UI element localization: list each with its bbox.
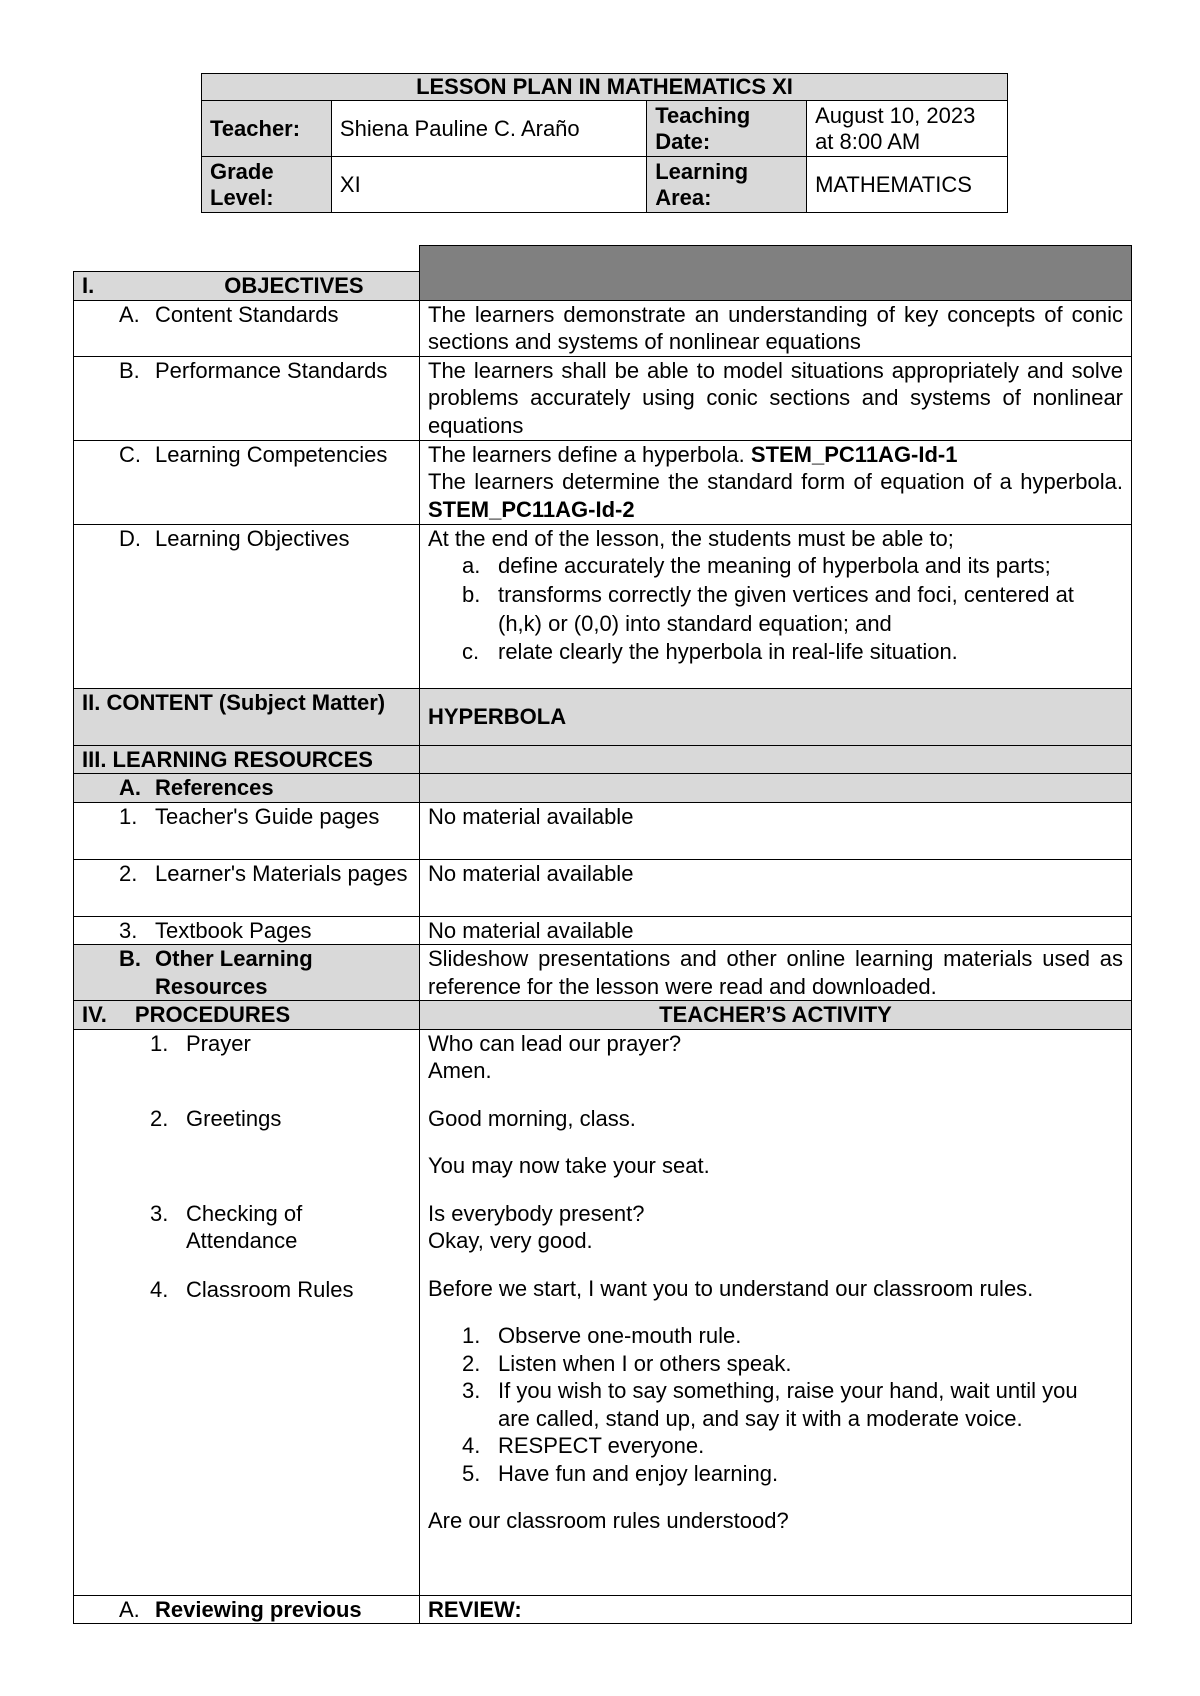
review-value: REVIEW: [420,1595,1132,1624]
learners-materials-label: 2. Learner's Materials pages [119,860,408,886]
references-label: A. References [119,775,274,800]
teacher-value: Shiena Pauline C. Araño [331,101,646,157]
attendance-question: Is everybody present? [428,1200,645,1226]
teaching-date-label: Teaching Date: [647,101,807,157]
competency-code-2: STEM_PC11AG-Id-2 [428,496,635,522]
content-label: II. CONTENT (Subject Matter) [74,688,420,745]
resources-heading: III. LEARNING RESOURCES [74,745,420,774]
greeting-text: Good morning, class. [428,1105,636,1131]
textbook-pages-value: No material available [420,916,1132,945]
seat-text: You may now take your seat. [428,1153,710,1178]
grade-level-label: Grade Level: [202,157,332,213]
lesson-title: LESSON PLAN IN MATHEMATICS XI [202,74,1008,101]
greetings-step: 2. Greetings [150,1106,282,1131]
learning-objectives-text [420,524,1132,688]
prayer-step: 1. Prayer [150,1030,251,1056]
teachers-guide-value: No material available [420,802,1132,859]
textbook-pages-label: 3. Textbook Pages [119,917,312,943]
teacher-label: Teacher: [202,101,332,157]
list-item: 2. Listen when I or others speak. [462,1350,792,1376]
learning-area-label: Learning Area: [647,157,807,213]
list-item: b. transforms correctly the given vertices and foci, centered at (h,k) or (0,0) into standard equation; and [462,581,1074,636]
learning-area-value: MATHEMATICS [807,157,1008,213]
learners-materials-value: No material available [420,859,1132,916]
objectives-title: OBJECTIVES [224,273,364,298]
competency-code-1: STEM_PC11AG-Id-1 [750,441,958,467]
content-standards-label: A. Content Standards [119,301,339,327]
prayer-question: Who can lead our prayer? [428,1030,682,1056]
amen-text: Amen. [428,1058,492,1083]
other-resources-label: B. Other Learning Resources [119,946,313,999]
classroom-rules-step: 4. Classroom Rules [150,1276,354,1302]
list-item: 5. Have fun and enjoy learning. [462,1460,779,1486]
teaching-date-value: August 10, 2023 at 8:00 AM [807,101,1008,157]
procedures-heading: IV. PROCEDURES [74,1001,420,1030]
reviewing-previous-label: A. Reviewing previous [119,1596,362,1622]
attendance-step: 3. Checking of Attendance [150,1200,303,1253]
rules-question: Are our classroom rules understood? [428,1508,789,1533]
list-item: 4. RESPECT everyone. [462,1433,705,1458]
objectives-intro: At the end of the lesson, the students must be able to; [428,525,954,551]
rules-intro: Before we start, I want you to understand our classroom rules. [428,1275,1034,1301]
performance-standards-label: B. Performance Standards [119,357,388,383]
grade-level-value: XI [331,157,646,213]
list-item: 3. If you wish to say something, raise your hand, wait until you are called, stand up, and say it with a moderate voice. [462,1378,1078,1431]
objectives-number: I. [82,273,95,298]
lesson-plan-table [73,245,1132,1624]
teacher-activity-content [420,1029,1132,1595]
objectives-list [428,552,1123,665]
lesson-header-table [201,73,1008,213]
learning-objectives-label: D. Learning Objectives [119,525,350,551]
list-item: 1. Observe one-mouth rule. [462,1323,742,1348]
other-resources-value: Slideshow presentations and other online learning materials used as reference for the lesson were read and downloaded. [420,945,1132,1001]
list-item: c. relate clearly the hyperbola in real-life situation. [462,638,958,664]
teachers-guide-label: 1. Teacher's Guide pages [119,803,380,829]
list-item: a. define accurately the meaning of hyperbola and its parts; [462,553,1051,578]
content-standards-text: The learners demonstrate an understanding of key concepts of conic sections and systems of nonlinear equations [420,300,1132,356]
objectives-heading [74,272,420,301]
performance-standards-text: The learners shall be able to model situations appropriately and solve problems accurately using conic sections and systems of nonlinear equations [420,356,1132,440]
learning-competencies-text: The learners define a hyperbola. STEM_PC11AG-Id-1 The learners determine the standard form of equation of a hyperbola. STEM_PC11AG-Id-2 [420,440,1132,524]
teachers-activity-heading: TEACHER’S ACTIVITY [420,1001,1132,1030]
objectives-header-shade [420,246,1132,301]
content-value: HYPERBOLA [420,688,1132,745]
rules-list [428,1322,1123,1487]
very-good-text: Okay, very good. [428,1228,593,1253]
procedure-steps [74,1029,420,1595]
learning-competencies-label: C. Learning Competencies [119,441,388,467]
